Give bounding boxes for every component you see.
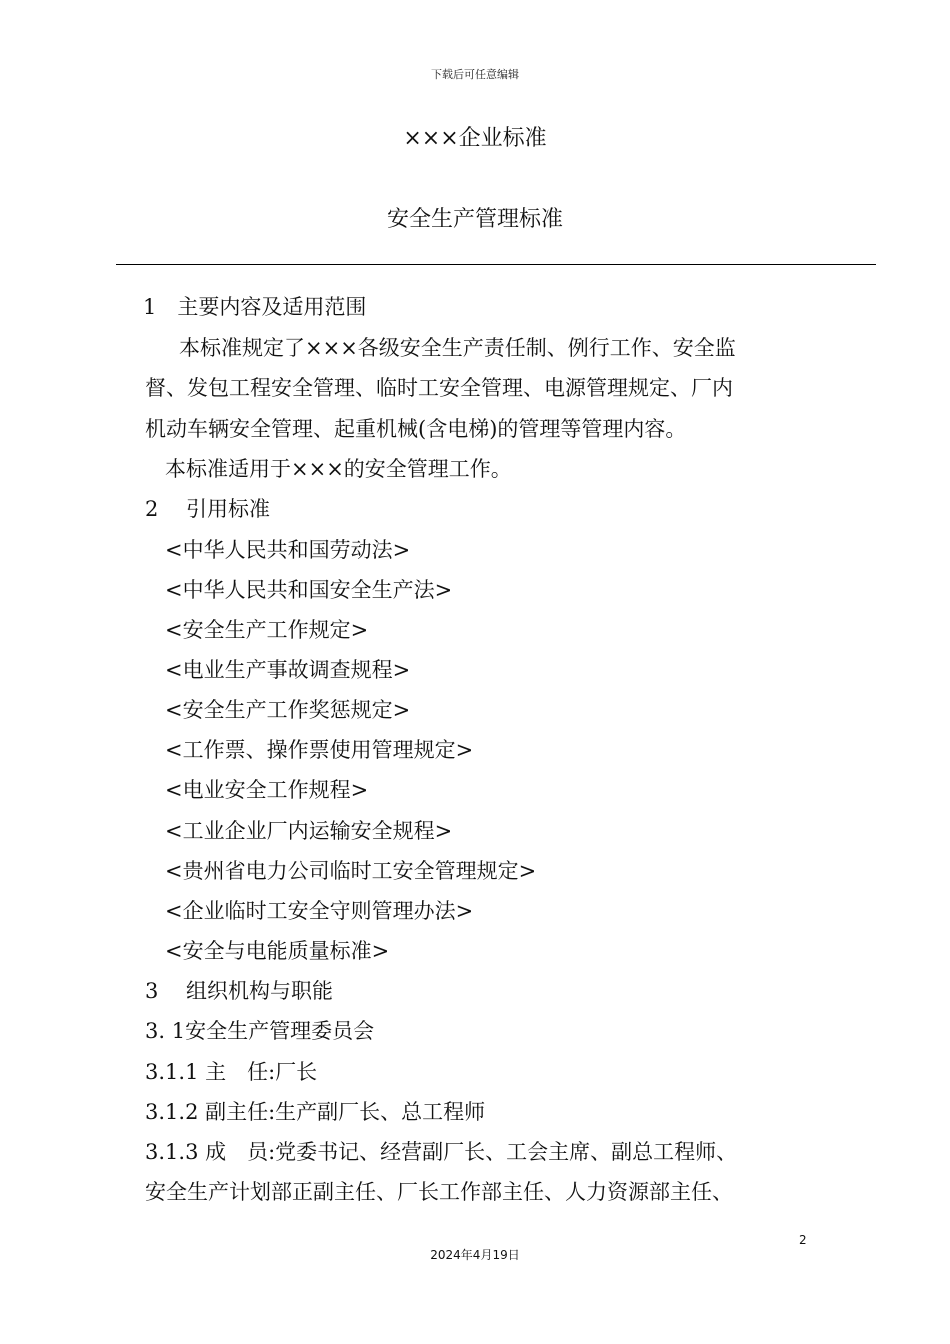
footer-date: 2024年4月19日: [430, 1248, 520, 1262]
body-line: 3.1.2 副主任:生产副厂长、总工程师: [145, 1100, 486, 1124]
reference-item: <贵州省电力公司临时工安全管理规定>: [165, 859, 537, 883]
body-line: 督、发包工程安全管理、临时工安全管理、电源管理规定、厂内: [145, 376, 733, 400]
reference-item: <安全与电能质量标准>: [165, 939, 390, 963]
reference-item: <中华人民共和国劳动法>: [165, 538, 411, 562]
reference-item: <工业企业厂内运输安全规程>: [165, 819, 453, 843]
header-note: 下载后可任意编辑: [431, 68, 519, 81]
document-subtitle: 安全生产管理标准: [386, 207, 563, 232]
section-heading: 1 主要内容及适用范围: [143, 295, 367, 319]
section-heading: 3 组织机构与职能: [145, 979, 334, 1003]
reference-item: <工作票、操作票使用管理规定>: [165, 738, 474, 762]
reference-item: <企业临时工安全守则管理办法>: [165, 899, 474, 923]
body-line: 3.1.3 成 员:党委书记、经营副厂长、工会主席、副总工程师、: [145, 1140, 738, 1164]
section-heading: 2 引用标准: [145, 497, 271, 521]
reference-item: <中华人民共和国安全生产法>: [165, 578, 453, 602]
document-title: ×××企业标准: [403, 126, 547, 151]
reference-item: <安全生产工作规定>: [165, 618, 369, 642]
body-line: 机动车辆安全管理、起重机械(含电梯)的管理等管理内容。: [145, 417, 687, 441]
subsection-heading: 3. 1安全生产管理委员会: [145, 1019, 375, 1043]
body-line: 3.1.1 主 任:厂长: [145, 1060, 318, 1084]
reference-item: <电业安全工作规程>: [165, 778, 369, 802]
reference-item: <电业生产事故调查规程>: [165, 658, 411, 682]
body-line: 本标准规定了×××各级安全生产责任制、例行工作、安全监: [179, 336, 736, 360]
page-number: 2: [799, 1233, 807, 1247]
reference-item: <安全生产工作奖惩规定>: [165, 698, 411, 722]
title-divider: [116, 264, 876, 265]
body-line: 本标准适用于×××的安全管理工作。: [165, 457, 512, 481]
body-line: 安全生产计划部正副主任、厂长工作部主任、人力资源部主任、: [145, 1180, 733, 1204]
